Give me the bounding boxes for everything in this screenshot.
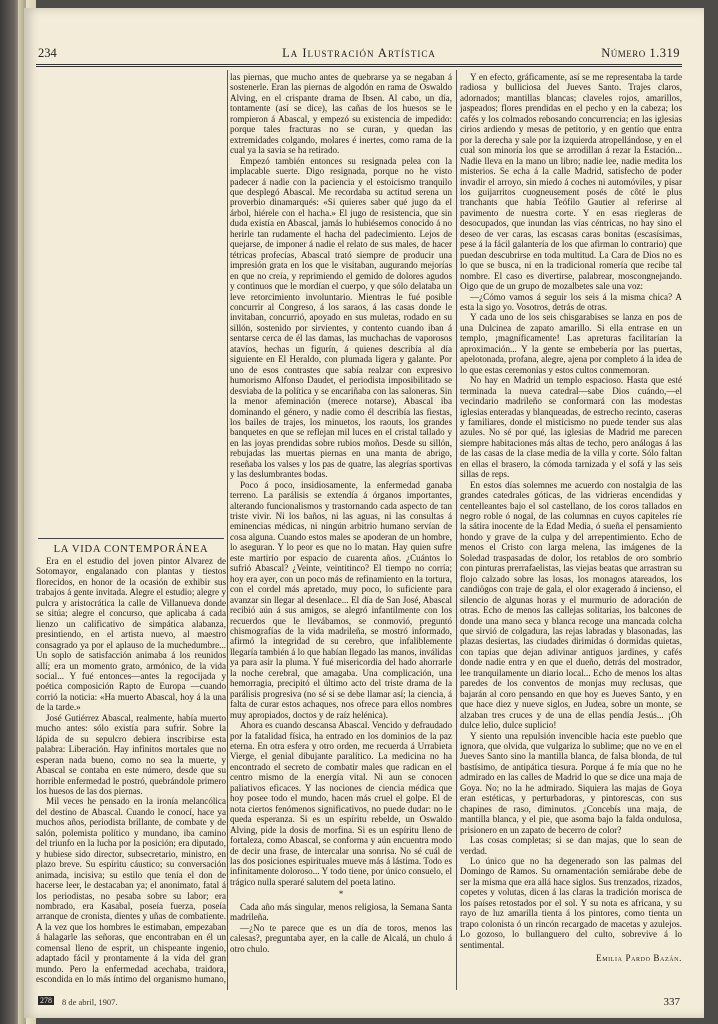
paragraph: —¿Cómo vamos á seguir los seis á la misma chica? A esta la sigo yo. Vosotros, detrás de otras. <box>460 291 682 312</box>
archive-date: 8 de abril, 1907. <box>62 997 118 1007</box>
archive-stamp: 278 <box>40 996 52 1005</box>
section-rule <box>38 538 224 539</box>
paragraph: Lo único que no ha degenerado son las palmas del Domingo de Ramos. Su ornamentación semiárabe debe de ser la misma que era allá hace siglos. Sus trenzados, rizados, copetes y volutas, dicen á las claras la tradición morisca de los países retostados por el sol. Y su nota es africana, y su rayo de luz amarilla tienta á los pintores, como tienta un trapo colonista ó un rincón recargado de macetas y azulejos. Lo gozoso, lo bullanguero del culto, sobrevive á lo sentimental. <box>460 855 682 950</box>
page-header <box>38 46 680 62</box>
header-rule <box>36 64 682 65</box>
paragraph: Y siento una repulsión invencible hacia este pueblo que ignora, que olvida, que vulgariza lo sublime; que no ve en el Jueves Santo sino la mantilla blanca, de falsa blonda, de tul bastísimo, de antipática tiesura. Porque á fe mía que no he admirado en las calles de Madrid lo que se dice una maja de Goya. No; no la he admirado. Siquiera las majas de Goya eran estéticas, y perturbadoras, y pintorescas, con sus chapines de raso, diminutos. ¿Concebís una maja, de mantilla blanca, y el pie, que asoma bajo la falda ondulosa, prisionero en un zapato de becerro de color? <box>460 730 682 835</box>
header-rule-thin <box>36 66 682 67</box>
paragraph: las piernas, que mucho antes de quebrarse ya se negaban á sostenerle. Eran las piernas de algodón en rama de Oswaldo Alving, en el crispante drama de Ibsen. Al cabo, un día, tontamente (así se dice), las cañas de los huesos se le rompieron á Abascal, y empezó su existencia de impedido: porque tales fracturas no se curan, y quedan las extremidades colgando, molares é inertes, como rama de la cual ya la savia se ha retirado. <box>230 72 452 156</box>
magazine-page <box>24 8 704 1018</box>
paragraph: José Gutiérrez Abascal, realmente, había muerto mucho antes: sólo existía para sufrir. Sobre la lápida de su sepulcro debiera inscribirse esta palabra: Liberación. Hay infinitos mortales que no esperan nada bueno, como no sea la muerte, y Abascal se contaba en este número, desde que su horrible enfermedad le postró, quebrándole primero los huesos de las dos piernas. <box>36 712 226 796</box>
paragraph: Las cosas completas; si se dan majas, que lo sean de verdad. <box>460 835 682 856</box>
asterism: * <box>338 889 344 900</box>
paragraph: Mil veces he pensado en la ironía melancólica del destino de Abascal. Cuando le conocí, hace ya muchos años, periodista brillante, de combate y de salón, polemista político y mundano, iba camino del triunfo en la lucha por la posición; era diputado, y hubiese sido director, subsecretario, ministro, en plazo breve. Su espíritu cáustico; su conversación animada, incisiva; su estilo que tenía el don de hacerse leer, le destacaban ya; el anonimato, fatal á los periodistas, no pesaba sobre su labor; era nombrado, era Kasabal, poseía fuerza, poseía arranque de cronista, dientes y uñas de combatiente. A la vez que los hombres le estimaban, empezaban á halagarle las señoras, que encontraban en él un comensal lleno de esprit, un chispeante ingenio, adaptado fácil y prontamente á la vida del gran mundo. Pero la enfermedad acechaba, traidora, escondida en lo más íntimo del organismo humano, <box>36 796 226 985</box>
paragraph: Empezó también entonces su resignada pelea con la implacable suerte. Digo resignada, porque no he visto padecer á nadie con la paciencia y el estoicismo tranquilo que desplegó Abascal. Me recordaba su actitud serena un proverbio dinamarqués: «Si quieres saber qué jugo da el árbol, hiérele con el hacha.» El jugo de resistencia, que sin duda existía en Abascal, jamás lo hubiésemos conocido á no herirle tan rudamente el hacha del padecimiento. Lejos de quejarse, de imponer á nadie el relato de sus males, de hacer tétricas profecías, Abascal trató siempre de producir una impresión grata en los que le visitaban, augurando mejorías en que no creía, y reprimiendo el gemido de dolores agudos y continuos que le mordían el cuerpo, y que sólo delataba un leve retorcimiento involuntario. Mientras le fué posible concurrir al Congreso, á los saraos, á las casas donde le invitaban, concurrió, apoyado en sus muletas, rodado en su sillón, sostenido por sirvientes, y contento cuando iban á sentarse cerca de él las damas, las muchachas de vaporosos atavíos, hechas un figurín, á quienes describía al día siguiente en El Heraldo, con plumada ligera y galante. Por uno de esos contrastes que sabía realzar con expresivo humorismo Alfonso Daudet, el periodista imposibilitado se desviaba de la política y se encariñaba con las saloneras. Sin la menor afeminación (merece notarse), Abascal iba dominando el género, y nadie como él describía las fiestas, los bailes de trajes, los minuetos, los raouts, los grandes banquetes en que se reflejan mil luces en el cristal tallado y en las joyas prendidas sobre rubios moños. Desde su sillón, rebujadas las muertas piernas en una manta de abrigo, reseñaba los valses y los pas de quatre, las alegrías sportivas y las deslumbrantes bodas. <box>230 155 452 480</box>
column-divider-1 <box>227 70 228 990</box>
column-1 <box>36 556 226 986</box>
column-divider-2 <box>456 70 457 990</box>
issue-number: Número 1.319 <box>601 46 680 60</box>
paragraph: No hay en Madrid un templo espacioso. Hasta que esté terminada la nueva catedral—sabe Dios cuándo,—el vecindario madrileño se conformará con las modestas iglesias enteradas y blanqueadas, de estrecho recinto, caseras y familiares, donde el misticismo no puede tender sus alas azules. No sé por qué, las iglesias de Madrid me parecen siempre habitaciones más altas de techo, pero análogas á las de las casas de la clase media de la villa y corte. Sólo faltan en ellas el brasero, la cómoda tarnizada y el sofá y las seis sillas de reps. <box>460 375 682 480</box>
page-number: 234 <box>38 46 57 60</box>
paragraph: Cada año más singular, menos religiosa, la Semana Santa madrileña. <box>230 901 452 923</box>
author-signature: Emilia Pardo Bazán. <box>596 953 682 964</box>
column-3 <box>460 72 682 990</box>
paragraph: Era en el estudio del joven pintor Alvarez de Sotomayor, engalanado con plantas y tiestos florecidos, en honor de la ocasión de exhibir sus trabajos á gente invitada. Alegre el estudio; alegre y pulcra y aristocrática la calle de Villanueva donde se sitúa; alegre el concurso, que aplicaba á cada lienzo un calificativo de simpática alabanza, presintiendo, en el artista nuevo, al maestro consagrado ya por el aplauso de la muchedumbre... Un soplo de satisfacción animaba á los reunidos allí; era un momento grato, armónico, de la vida social... Y fué entonces—antes la regocijada y poética composición Rapto de Europa —cuando corrió la noticia: «Ha muerto Abascal, hoy á la una de la tarde.» <box>36 556 226 713</box>
paragraph: En estos días solemnes me acuerdo con nostalgia de las grandes catedrales góticas, de las vidrieras encendidas y centelleantes bajo el sol castellano, de los coros tallados en negro roble ó nogal, de las columnas en cuyos capiteles ríe la sátira inocente de la Edad Media, ó sueña el pensamiento hondo y grave de la culpa y del arrepentimiento. Echo de menos el Cristo con larga melena, las imágenes de la Soledad traspasadas de dolor, los retablos de oro sombrío con pinturas prerrafaelistas, las viejas beatas que arrastran su flojo calzado sobre las losas, los monagos atareados, los candiögos con traje de gala, el olor exagerado á incienso, el silencio de algunas horas y el murmurio de adoración de otras. Echo de menos las callejas solitarias, los balcones de donde una mano seca y blanca recoge una mancada colcha que sirvió de colgadura, las rejas labradas y blasonadas, las plazas desiertas, las ciudades dirimidas ó dormidas quietas, con tapias que dejan adivinar antiguos jardines, y cafés donde nadie entra y en que el dueño, detrás del mostrador, lee tranquilamente un diario local... Echo de menos los altas paredes de los conventos de monjas muy reclusas, que bajarán al coro pensando en que hoy es Jueves Santo, y en que hace diez y nueve siglos, en Judea, sobre un monte, se alzaban tres cruces y de una de ellas pendía Jesús... ¡Oh dulce lelio, dulce suplicio! <box>460 479 682 731</box>
publication-title: La Ilustración Artística <box>282 46 436 60</box>
blank-area <box>36 70 226 536</box>
footer-page-number: 337 <box>663 996 680 1008</box>
column-2 <box>230 72 452 990</box>
section-title: LA VIDA CONTEMPORÁNEA <box>53 544 209 555</box>
paragraph: Y cada uno de los seis chisgarabises se lanza en pos de una Dulcinea de zapato amarillo. Si ella entrase en un templo, ¡magníficamente! Las apreturas facilitarían la aproximación... Y la gente se embebería por las puertas, apelotonada, profana, alegre, ajena por completo á la idea de lo que estas ceremonias y estos cultos conmemoran. <box>460 312 682 375</box>
paragraph: Ahora es cuando descansa Abascal. Vencido y defraudado por la fatalidad física, ha entrado en los dominios de la paz eterna. En otra esfera y otro orden, me recuerda á Urrabieta Vierge, el genial dibujante paralítico. La medicina no ha encontrado el secreto de combatir males que radican en el centro mismo de la energía vital. Ni aun se conocen paliativos eficaces. Y las nociones de ciencia médica que hoy posee todo el mundo, hacen más cruel el golpe. El de nota ciertos fenómenos significativos, no puede dudar: no le queda esperanza. Si es un espíritu rebelde, un Oswaldo Alving, pide la dosis de morfina. Si es un espíritu lleno de fortaleza, como Abascal, se conforma y aún encuentra modo de decir una frase, de intercalar una sonrisa. No sé cuál de las dos posiciones espirituales mueve más á lástima. Todo es infinitamente doloroso... Y todo tiene, por único consuelo, el trágico nulla speraré salutem del poeta latino. <box>230 720 452 887</box>
paragraph: —¿No te parece que es un día de toros, menos las calesas?, preguntaba ayer, en la calle de Alcalá, un chulo á otro chulo. <box>230 922 452 954</box>
paragraph: Poco á poco, insidiosamente, la enfermedad ganaba terreno. La parálisis se extendía á órganos importantes, alterando funcionalismos y trastornando cada aspecto de tan triste vivir. Ni los baños, ni las aguas, ni las consultas á eminencias médicas, ni ningún arbitrio humano servían de cosa alguna. Cuando estos males se apoderan de un hombre, lo aseguran. Y lo peor es que no lo matan. Hay quien sufre este martirio por espacio de cuarenta años. ¿Cuántos lo sufrió Abascal? ¿Veinte, veintitinco? El tiempo no corría; hoy era ayer, con un poco más de refinamiento en la tortura, con el cordel más apretado, muy poco, lo suficiente para avanzar sin llegar al desenlace... El día de San José, Abascal recibió aún á sus amigos, se alegró infantilmente con los recuerdos que le llevábamos, se conmovió, preguntó chismografías de la vida madrileña, se mostró informado, afirmó la integridad de su cerebro, que infaliblemente llegaría también á lo que habían llegado las manos, inválidas ya para asir la pluma. Y fué misericordia del hado ahorrarle la noche cerebral, que amagaba. Una complicación, una hemorragia, precipitó el último acto del triste drama de la parálisis progresiva (no sé si se debe llamar así; la ciencia, á falta de curar estos achaques, nos ofrece para ellos nombres muy apropiados, doctos y de raíz helénica). <box>230 479 452 720</box>
page-footer <box>38 996 680 1010</box>
paragraph: Y en efecto, gráficamente, así se me representaba la tarde radiosa y bulliciosa del Jueves Santo. Trajes claros, adornados; mantillas blancas; claveles rojos, amarillos, jaspeados; flores prendidas en el pecho y en la cabeza; los cafés y los colmados rebosando concurrencia; en las iglesias cirios ardiendo y mesas de petitorio, y en gentío que entra por la derecha y sale por la izquierda atropellándose, y en el cual son minoría los que se arrodillan á rezar la Estación... Nadie lleva en la mano un libro; nadie lee, nadie medita los misterios. Se echa á la calle Madrid, satisfecho de poder invadir el arroyo, sin miedo á coches ni automóviles, y pisar los guijarritos cuogneusement posés de côté le plus tranchants que había Teófilo Gautier al referirse al pavimento de nuestra corte. Y en esas riegleras de desocupados, que inundan las vías céntricas, no hay sino el deseo de ver caras, las escasas caras bonitas (escasísimas, pese á la fácil galantería de los que afirman lo contrario) que puedan descubrirse en toda multitud. La Cara de Dios no es lo que se busca, ni en la tradicional romería que recibe tal nombre. El caso es divertirse, palabrear, moscongnejando. Oigo que de un grupo de mozalbetes sale una voz: <box>460 72 682 292</box>
